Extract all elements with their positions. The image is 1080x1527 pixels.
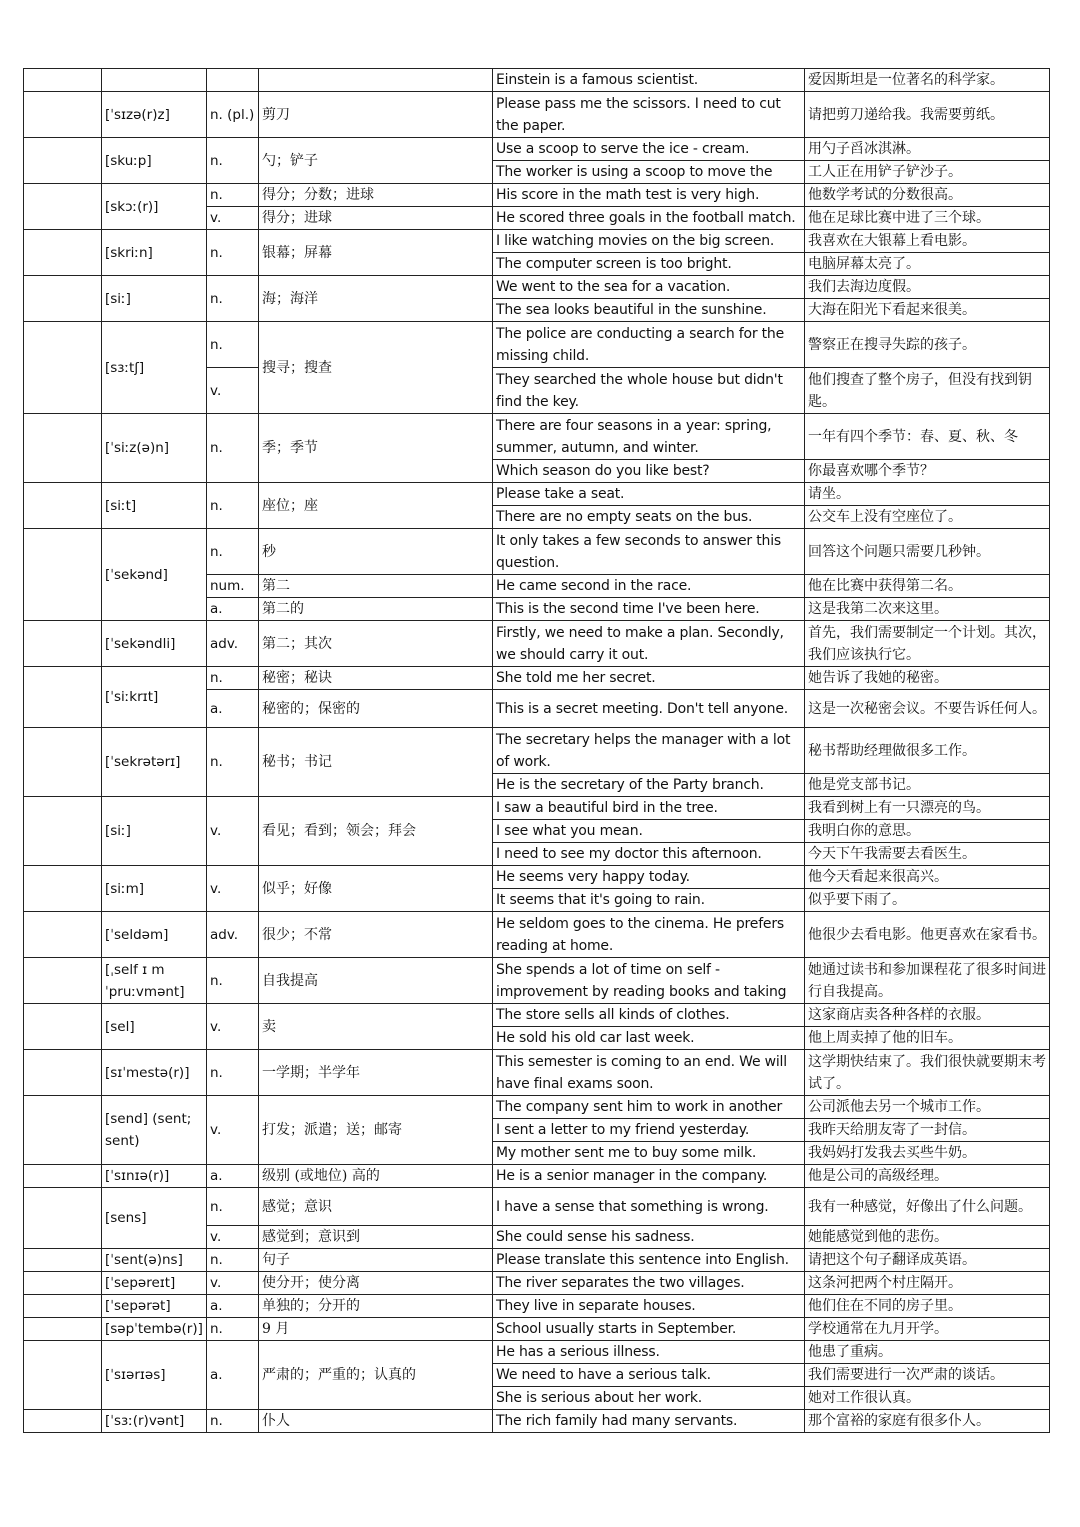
pos-cell: n. [207, 138, 259, 184]
pos-cell: n. (pl.) [207, 92, 259, 138]
translation-cell: 她告诉了我她的秘密。 [805, 667, 1050, 690]
meaning-cell: 勺；铲子 [259, 138, 493, 184]
example-cell: He has a serious illness. [493, 1341, 805, 1364]
index-cell [24, 92, 102, 138]
index-cell [24, 1249, 102, 1272]
index-cell [24, 1004, 102, 1050]
index-cell [24, 276, 102, 322]
pos-cell: v. [207, 1096, 259, 1165]
translation-cell: 警察正在搜寻失踪的孩子。 [805, 322, 1050, 368]
example-cell: It only takes a few seconds to answer this question. [493, 529, 805, 575]
meaning-cell: 单独的；分开的 [259, 1295, 493, 1318]
example-cell: The company sent him to work in another [493, 1096, 805, 1119]
translation-cell: 我有一种感觉，好像出了什么问题。 [805, 1188, 1050, 1226]
table-row [24, 230, 1050, 253]
index-cell [24, 69, 102, 92]
example-cell: The store sells all kinds of clothes. [493, 1004, 805, 1027]
index-cell [24, 1272, 102, 1295]
pos-cell: v. [207, 1004, 259, 1050]
translation-cell: 大海在阳光下看起来很美。 [805, 299, 1050, 322]
meaning-cell: 很少；不常 [259, 912, 493, 958]
meaning-cell: 9 月 [259, 1318, 493, 1341]
example-cell: The police are conducting a search for the missing child. [493, 322, 805, 368]
table-row [24, 1318, 1050, 1341]
meaning-cell [259, 69, 493, 92]
pos-cell: n. [207, 1050, 259, 1096]
example-cell: The worker is using a scoop to move the [493, 161, 805, 184]
example-cell: We need to have a serious talk. [493, 1364, 805, 1387]
phonetic-cell: [ˈsɪərɪəs] [102, 1341, 207, 1410]
pos-cell [207, 69, 259, 92]
pos-cell: n. [207, 483, 259, 529]
phonetic-cell: [ˈsekrətərɪ] [102, 728, 207, 797]
example-cell: The sea looks beautiful in the sunshine. [493, 299, 805, 322]
translation-cell: 公司派他去另一个城市工作。 [805, 1096, 1050, 1119]
example-cell: The rich family had many servants. [493, 1410, 805, 1433]
translation-cell: 他患了重病。 [805, 1341, 1050, 1364]
example-cell: Einstein is a famous scientist. [493, 69, 805, 92]
translation-cell: 我们需要进行一次严肃的谈话。 [805, 1364, 1050, 1387]
translation-cell: 工人正在用铲子铲沙子。 [805, 161, 1050, 184]
meaning-cell: 第二 [259, 575, 493, 598]
translation-cell: 我妈妈打发我去买些牛奶。 [805, 1142, 1050, 1165]
meaning-cell: 得分；分数；进球 [259, 184, 493, 207]
example-cell: He scored three goals in the football match. [493, 207, 805, 230]
index-cell [24, 1295, 102, 1318]
translation-cell: 这学期快结束了。我们很快就要期末考试了。 [805, 1050, 1050, 1096]
example-cell: Please pass me the scissors. I need to cut the paper. [493, 92, 805, 138]
meaning-cell: 自我提高 [259, 958, 493, 1004]
example-cell: She is serious about her work. [493, 1387, 805, 1410]
translation-cell: 这是我第二次来这里。 [805, 598, 1050, 621]
pos-cell: a. [207, 598, 259, 621]
translation-cell: 她对工作很认真。 [805, 1387, 1050, 1410]
phonetic-cell: [ˈsiːkrɪt] [102, 667, 207, 728]
translation-cell: 用勺子舀冰淇淋。 [805, 138, 1050, 161]
phonetic-cell: [ˈsekəndli] [102, 621, 207, 667]
example-cell: This semester is coming to an end. We will have final exams soon. [493, 1050, 805, 1096]
phonetic-cell: [ˌself ɪ mˈpruːvmənt] [102, 958, 207, 1004]
table-row [24, 69, 1050, 92]
meaning-cell: 秒 [259, 529, 493, 575]
example-cell: I saw a beautiful bird in the tree. [493, 797, 805, 820]
meaning-cell: 秘密的；保密的 [259, 690, 493, 728]
example-cell: He seems very happy today. [493, 866, 805, 889]
pos-cell: adv. [207, 912, 259, 958]
pos-cell: n. [207, 529, 259, 575]
translation-cell: 请坐。 [805, 483, 1050, 506]
example-cell: There are four seasons in a year: spring, summer, autumn, and winter. [493, 414, 805, 460]
phonetic-cell: [ˈsent(ə)ns] [102, 1249, 207, 1272]
translation-cell: 首先，我们需要制定一个计划。其次，我们应该执行它。 [805, 621, 1050, 667]
index-cell [24, 1165, 102, 1188]
phonetic-cell: [ˈsekənd] [102, 529, 207, 621]
example-cell: Use a scoop to serve the ice - cream. [493, 138, 805, 161]
translation-cell: 一年有四个季节：春、夏、秋、冬 [805, 414, 1050, 460]
table-row [24, 667, 1050, 690]
index-cell [24, 138, 102, 184]
pos-cell: adv. [207, 621, 259, 667]
example-cell: She spends a lot of time on self - improvement by reading books and taking [493, 958, 805, 1004]
table-row [24, 184, 1050, 207]
example-cell: They searched the whole house but didn't find the key. [493, 368, 805, 414]
table-row [24, 276, 1050, 299]
index-cell [24, 912, 102, 958]
translation-cell: 这条河把两个村庄隔开。 [805, 1272, 1050, 1295]
index-cell [24, 958, 102, 1004]
translation-cell: 这家商店卖各种各样的衣服。 [805, 1004, 1050, 1027]
index-cell [24, 184, 102, 230]
example-cell: I sent a letter to my friend yesterday. [493, 1119, 805, 1142]
translation-cell: 他在比赛中获得第二名。 [805, 575, 1050, 598]
pos-cell: n. [207, 1249, 259, 1272]
translation-cell: 这是一次秘密会议。不要告诉任何人。 [805, 690, 1050, 728]
phonetic-cell: [ˈsiːz(ə)n] [102, 414, 207, 483]
translation-cell: 爱因斯坦是一位著名的科学家。 [805, 69, 1050, 92]
index-cell [24, 322, 102, 414]
translation-cell: 他是公司的高级经理。 [805, 1165, 1050, 1188]
table-row [24, 138, 1050, 161]
table-row [24, 1165, 1050, 1188]
meaning-cell: 卖 [259, 1004, 493, 1050]
translation-cell: 他们住在不同的房子里。 [805, 1295, 1050, 1318]
example-cell: The secretary helps the manager with a lot of work. [493, 728, 805, 774]
meaning-cell: 一学期；半学年 [259, 1050, 493, 1096]
example-cell: He is the secretary of the Party branch. [493, 774, 805, 797]
translation-cell: 学校通常在九月开学。 [805, 1318, 1050, 1341]
meaning-cell: 严肃的；严重的；认真的 [259, 1341, 493, 1410]
translation-cell: 他今天看起来很高兴。 [805, 866, 1050, 889]
pos-cell: n. [207, 728, 259, 797]
pos-cell: n. [207, 958, 259, 1004]
example-cell: Firstly, we need to make a plan. Secondly, we should carry it out. [493, 621, 805, 667]
pos-cell: v. [207, 207, 259, 230]
example-cell: I see what you mean. [493, 820, 805, 843]
translation-cell: 请把剪刀递给我。我需要剪纸。 [805, 92, 1050, 138]
example-cell: She could sense his sadness. [493, 1226, 805, 1249]
table-row [24, 912, 1050, 958]
table-row [24, 1272, 1050, 1295]
pos-cell: v. [207, 866, 259, 912]
meaning-cell: 使分开；使分离 [259, 1272, 493, 1295]
pos-cell: v. [207, 1272, 259, 1295]
phonetic-cell: [sel] [102, 1004, 207, 1050]
index-cell [24, 1341, 102, 1410]
meaning-cell: 剪刀 [259, 92, 493, 138]
table-row [24, 414, 1050, 460]
meaning-cell: 级别 (或地位) 高的 [259, 1165, 493, 1188]
example-cell: Please translate this sentence into English. [493, 1249, 805, 1272]
example-cell: The computer screen is too bright. [493, 253, 805, 276]
meaning-cell: 秘密；秘诀 [259, 667, 493, 690]
example-cell: There are no empty seats on the bus. [493, 506, 805, 529]
translation-cell: 我看到树上有一只漂亮的鸟。 [805, 797, 1050, 820]
example-cell: He seldom goes to the cinema. He prefers reading at home. [493, 912, 805, 958]
phonetic-cell: [sens] [102, 1188, 207, 1249]
translation-cell: 秘书帮助经理做很多工作。 [805, 728, 1050, 774]
translation-cell: 他是党支部书记。 [805, 774, 1050, 797]
meaning-cell: 银幕；屏幕 [259, 230, 493, 276]
example-cell: His score in the math test is very high. [493, 184, 805, 207]
pos-cell: n. [207, 1318, 259, 1341]
example-cell: This is a secret meeting. Don't tell anyone. [493, 690, 805, 728]
example-cell: He sold his old car last week. [493, 1027, 805, 1050]
example-cell: School usually starts in September. [493, 1318, 805, 1341]
phonetic-cell: [siːt] [102, 483, 207, 529]
table-row [24, 621, 1050, 667]
example-cell: Which season do you like best? [493, 460, 805, 483]
index-cell [24, 1188, 102, 1249]
phonetic-cell: [ˈsɜː(r)vənt] [102, 1410, 207, 1433]
table-row [24, 529, 1050, 575]
pos-cell: n. [207, 276, 259, 322]
translation-cell: 她通过读书和参加课程花了很多时间进行自我提高。 [805, 958, 1050, 1004]
phonetic-cell: [skriːn] [102, 230, 207, 276]
pos-cell: a. [207, 1341, 259, 1410]
pos-cell: a. [207, 1295, 259, 1318]
translation-cell: 公交车上没有空座位了。 [805, 506, 1050, 529]
pos-cell: a. [207, 1165, 259, 1188]
example-cell: Please take a seat. [493, 483, 805, 506]
meaning-cell: 秘书；书记 [259, 728, 493, 797]
translation-cell: 他数学考试的分数很高。 [805, 184, 1050, 207]
meaning-cell: 感觉；意识 [259, 1188, 493, 1226]
example-cell: She told me her secret. [493, 667, 805, 690]
example-cell: He came second in the race. [493, 575, 805, 598]
meaning-cell: 第二的 [259, 598, 493, 621]
table-row [24, 797, 1050, 820]
example-cell: I like watching movies on the big screen. [493, 230, 805, 253]
pos-cell: num. [207, 575, 259, 598]
pos-cell: n. [207, 667, 259, 690]
index-cell [24, 230, 102, 276]
table-row [24, 866, 1050, 889]
index-cell [24, 1096, 102, 1165]
translation-cell: 那个富裕的家庭有很多仆人。 [805, 1410, 1050, 1433]
phonetic-cell: [səpˈtembə(r)] [102, 1318, 207, 1341]
translation-cell: 似乎要下雨了。 [805, 889, 1050, 912]
phonetic-cell [102, 69, 207, 92]
index-cell [24, 483, 102, 529]
translation-cell: 我们去海边度假。 [805, 276, 1050, 299]
table-row [24, 1050, 1050, 1096]
index-cell [24, 529, 102, 621]
table-row [24, 92, 1050, 138]
example-cell: He is a senior manager in the company. [493, 1165, 805, 1188]
meaning-cell: 看见；看到；领会；拜会 [259, 797, 493, 866]
meaning-cell: 季；季节 [259, 414, 493, 483]
example-cell: I have a sense that something is wrong. [493, 1188, 805, 1226]
table-row [24, 728, 1050, 774]
example-cell: The river separates the two villages. [493, 1272, 805, 1295]
translation-cell: 今天下午我需要去看医生。 [805, 843, 1050, 866]
translation-cell: 他在足球比赛中进了三个球。 [805, 207, 1050, 230]
meaning-cell: 仆人 [259, 1410, 493, 1433]
pos-cell: v. [207, 368, 259, 414]
index-cell [24, 866, 102, 912]
meaning-cell: 海；海洋 [259, 276, 493, 322]
index-cell [24, 797, 102, 866]
translation-cell: 她能感觉到他的悲伤。 [805, 1226, 1050, 1249]
index-cell [24, 1050, 102, 1096]
table-row [24, 1188, 1050, 1226]
table-row [24, 1096, 1050, 1119]
table-row [24, 1004, 1050, 1027]
meaning-cell: 第二；其次 [259, 621, 493, 667]
meaning-cell: 座位；座 [259, 483, 493, 529]
index-cell [24, 414, 102, 483]
table-row [24, 1410, 1050, 1433]
phonetic-cell: [siː] [102, 276, 207, 322]
table-row [24, 958, 1050, 1004]
phonetic-cell: [ˈsepəreɪt] [102, 1272, 207, 1295]
index-cell [24, 621, 102, 667]
phonetic-cell: [sɪˈmestə(r)] [102, 1050, 207, 1096]
meaning-cell: 打发；派遣；送；邮寄 [259, 1096, 493, 1165]
translation-cell: 请把这个句子翻译成英语。 [805, 1249, 1050, 1272]
translation-cell: 我明白你的意思。 [805, 820, 1050, 843]
meaning-cell: 似乎；好像 [259, 866, 493, 912]
translation-cell: 他上周卖掉了他的旧车。 [805, 1027, 1050, 1050]
example-cell: It seems that it's going to rain. [493, 889, 805, 912]
example-cell: We went to the sea for a vacation. [493, 276, 805, 299]
example-cell: This is the second time I've been here. [493, 598, 805, 621]
example-cell: My mother sent me to buy some milk. [493, 1142, 805, 1165]
phonetic-cell: [ˈsɪnɪə(r)] [102, 1165, 207, 1188]
phonetic-cell: [skɔː(r)] [102, 184, 207, 230]
pos-cell: n. [207, 1188, 259, 1226]
phonetic-cell: [siːm] [102, 866, 207, 912]
phonetic-cell: [skuːp] [102, 138, 207, 184]
table-row [24, 322, 1050, 368]
meaning-cell: 得分；进球 [259, 207, 493, 230]
pos-cell: v. [207, 1226, 259, 1249]
meaning-cell: 感觉到；意识到 [259, 1226, 493, 1249]
pos-cell: a. [207, 690, 259, 728]
index-cell [24, 1318, 102, 1341]
pos-cell: n. [207, 322, 259, 368]
index-cell [24, 667, 102, 728]
translation-cell: 你最喜欢哪个季节？ [805, 460, 1050, 483]
pos-cell: n. [207, 1410, 259, 1433]
pos-cell: v. [207, 797, 259, 866]
table-row [24, 1249, 1050, 1272]
pos-cell: n. [207, 230, 259, 276]
pos-cell: n. [207, 184, 259, 207]
phonetic-cell: [sɜːtʃ] [102, 322, 207, 414]
table-row [24, 1341, 1050, 1364]
vocabulary-table [23, 68, 1050, 1433]
table-row [24, 1295, 1050, 1318]
phonetic-cell: [ˈsepərət] [102, 1295, 207, 1318]
example-cell: They live in separate houses. [493, 1295, 805, 1318]
phonetic-cell: [siː] [102, 797, 207, 866]
meaning-cell: 句子 [259, 1249, 493, 1272]
example-cell: I need to see my doctor this afternoon. [493, 843, 805, 866]
phonetic-cell: [ˈseldəm] [102, 912, 207, 958]
index-cell [24, 728, 102, 797]
translation-cell: 电脑屏幕太亮了。 [805, 253, 1050, 276]
index-cell [24, 1410, 102, 1433]
phonetic-cell: [send] (sent; sent) [102, 1096, 207, 1165]
translation-cell: 我喜欢在大银幕上看电影。 [805, 230, 1050, 253]
translation-cell: 他很少去看电影。他更喜欢在家看书。 [805, 912, 1050, 958]
pos-cell: n. [207, 414, 259, 483]
phonetic-cell: [ˈsɪzə(r)z] [102, 92, 207, 138]
translation-cell: 他们搜查了整个房子，但没有找到钥匙。 [805, 368, 1050, 414]
translation-cell: 回答这个问题只需要几秒钟。 [805, 529, 1050, 575]
table-row [24, 483, 1050, 506]
meaning-cell: 搜寻；搜查 [259, 322, 493, 414]
translation-cell: 我昨天给朋友寄了一封信。 [805, 1119, 1050, 1142]
